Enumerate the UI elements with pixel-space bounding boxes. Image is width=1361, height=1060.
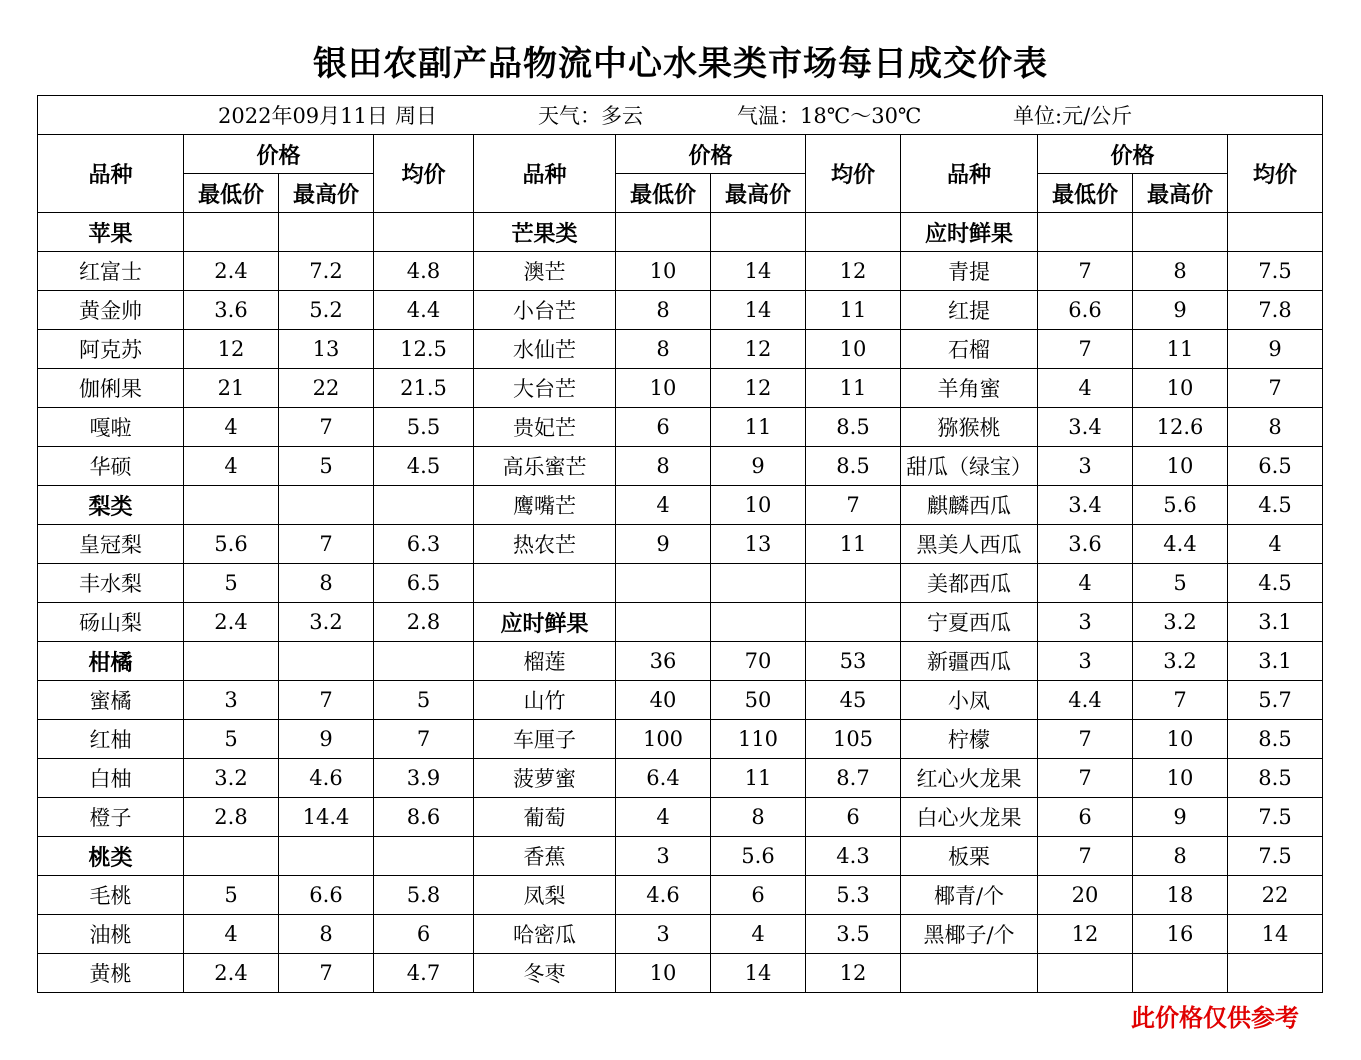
min-price-cell: 5 xyxy=(184,876,279,915)
min-price-cell xyxy=(184,642,279,681)
min-price-cell: 100 xyxy=(616,720,711,759)
max-price-cell: 9 xyxy=(1133,291,1228,330)
min-price-cell: 4.4 xyxy=(1038,681,1133,720)
max-price-cell: 5.6 xyxy=(711,837,806,876)
max-price-cell: 12 xyxy=(711,330,806,369)
weather-text: 天气：多云 xyxy=(538,104,643,128)
min-price-cell: 3 xyxy=(616,915,711,954)
avg-price-cell: 14 xyxy=(1228,915,1323,954)
avg-price-cell: 4.3 xyxy=(806,837,901,876)
variety-cell: 芒果类 xyxy=(474,213,616,252)
variety-cell: 哈密瓜 xyxy=(474,915,616,954)
table-row xyxy=(38,291,1323,330)
max-price-cell: 7 xyxy=(1133,681,1228,720)
table-row xyxy=(38,759,1323,798)
max-price-cell: 4.6 xyxy=(279,759,374,798)
table-row xyxy=(38,915,1323,954)
avg-price-cell: 8.5 xyxy=(806,447,901,486)
max-price-cell: 3.2 xyxy=(279,603,374,642)
avg-price-cell: 5.3 xyxy=(806,876,901,915)
min-price-cell xyxy=(616,564,711,603)
header-price-3: 价格 xyxy=(1038,135,1228,174)
variety-cell: 羊角蜜 xyxy=(901,369,1038,408)
max-price-cell: 4 xyxy=(711,915,806,954)
temperature-text: 气温：18℃～30℃ xyxy=(737,104,922,128)
min-price-cell: 2.8 xyxy=(184,798,279,837)
min-price-cell: 7 xyxy=(1038,720,1133,759)
header-avg-3: 均价 xyxy=(1228,135,1323,213)
avg-price-cell: 8.6 xyxy=(374,798,474,837)
min-price-cell xyxy=(184,837,279,876)
max-price-cell: 7 xyxy=(279,954,374,993)
min-price-cell: 8 xyxy=(616,330,711,369)
table-row xyxy=(38,642,1323,681)
variety-cell: 石榴 xyxy=(901,330,1038,369)
min-price-cell: 6.4 xyxy=(616,759,711,798)
max-price-cell xyxy=(711,564,806,603)
min-price-cell: 8 xyxy=(616,291,711,330)
avg-price-cell: 12 xyxy=(806,954,901,993)
min-price-cell: 5 xyxy=(184,720,279,759)
avg-price-cell: 12 xyxy=(806,252,901,291)
avg-price-cell: 7.5 xyxy=(1228,837,1323,876)
avg-price-cell xyxy=(806,564,901,603)
max-price-cell xyxy=(711,603,806,642)
max-price-cell: 8 xyxy=(1133,837,1228,876)
min-price-cell: 7 xyxy=(1038,759,1133,798)
max-price-cell xyxy=(711,213,806,252)
avg-price-cell: 4.8 xyxy=(374,252,474,291)
max-price-cell: 8 xyxy=(279,564,374,603)
table-row xyxy=(38,369,1323,408)
max-price-cell: 6 xyxy=(711,876,806,915)
min-price-cell: 12 xyxy=(1038,915,1133,954)
variety-cell xyxy=(901,954,1038,993)
max-price-cell: 9 xyxy=(711,447,806,486)
avg-price-cell: 4.5 xyxy=(374,447,474,486)
max-price-cell: 14 xyxy=(711,291,806,330)
header-max-3: 最高价 xyxy=(1133,174,1228,213)
min-price-cell: 4 xyxy=(184,408,279,447)
header-min-1: 最低价 xyxy=(184,174,279,213)
variety-cell: 榴莲 xyxy=(474,642,616,681)
max-price-cell xyxy=(279,486,374,525)
variety-cell: 白柚 xyxy=(38,759,184,798)
table-row xyxy=(38,252,1323,291)
avg-price-cell xyxy=(374,486,474,525)
variety-cell: 丰水梨 xyxy=(38,564,184,603)
max-price-cell: 18 xyxy=(1133,876,1228,915)
min-price-cell xyxy=(184,486,279,525)
avg-price-cell: 12.5 xyxy=(374,330,474,369)
avg-price-cell: 9 xyxy=(1228,330,1323,369)
variety-cell: 山竹 xyxy=(474,681,616,720)
page-title: 银田农副产品物流中心水果类市场每日成交价表 xyxy=(313,44,1048,84)
variety-cell: 桃类 xyxy=(38,837,184,876)
variety-cell: 应时鲜果 xyxy=(474,603,616,642)
variety-cell: 美都西瓜 xyxy=(901,564,1038,603)
variety-cell: 高乐蜜芒 xyxy=(474,447,616,486)
max-price-cell: 5 xyxy=(279,447,374,486)
avg-price-cell: 3.9 xyxy=(374,759,474,798)
avg-price-cell: 7 xyxy=(374,720,474,759)
avg-price-cell: 10 xyxy=(806,330,901,369)
variety-cell: 贵妃芒 xyxy=(474,408,616,447)
min-price-cell: 2.4 xyxy=(184,252,279,291)
avg-price-cell: 7.5 xyxy=(1228,798,1323,837)
header-max-1: 最高价 xyxy=(279,174,374,213)
min-price-cell: 4.6 xyxy=(616,876,711,915)
variety-cell: 大台芒 xyxy=(474,369,616,408)
variety-cell: 凤梨 xyxy=(474,876,616,915)
header-row-1 xyxy=(38,135,1323,174)
variety-cell: 皇冠梨 xyxy=(38,525,184,564)
avg-price-cell: 6.5 xyxy=(374,564,474,603)
min-price-cell: 4 xyxy=(1038,369,1133,408)
min-price-cell: 4 xyxy=(184,915,279,954)
min-price-cell: 6.6 xyxy=(1038,291,1133,330)
variety-cell: 宁夏西瓜 xyxy=(901,603,1038,642)
avg-price-cell: 6 xyxy=(806,798,901,837)
max-price-cell: 4.4 xyxy=(1133,525,1228,564)
avg-price-cell: 8.5 xyxy=(1228,720,1323,759)
max-price-cell xyxy=(1133,213,1228,252)
max-price-cell: 22 xyxy=(279,369,374,408)
min-price-cell xyxy=(184,213,279,252)
variety-cell: 黄桃 xyxy=(38,954,184,993)
max-price-cell: 7 xyxy=(279,408,374,447)
unit-text: 单位:元/公斤 xyxy=(1013,104,1133,128)
header-max-2: 最高价 xyxy=(711,174,806,213)
max-price-cell: 9 xyxy=(279,720,374,759)
avg-price-cell: 2.8 xyxy=(374,603,474,642)
header-price-2: 价格 xyxy=(616,135,806,174)
variety-cell: 梨类 xyxy=(38,486,184,525)
avg-price-cell: 5.8 xyxy=(374,876,474,915)
avg-price-cell: 45 xyxy=(806,681,901,720)
max-price-cell: 14.4 xyxy=(279,798,374,837)
variety-cell: 澳芒 xyxy=(474,252,616,291)
variety-cell: 甜瓜（绿宝） xyxy=(901,447,1038,486)
header-variety-1: 品种 xyxy=(38,135,184,213)
table-row xyxy=(38,486,1323,525)
variety-cell: 柠檬 xyxy=(901,720,1038,759)
min-price-cell: 7 xyxy=(1038,252,1133,291)
avg-price-cell: 6.5 xyxy=(1228,447,1323,486)
min-price-cell: 3.2 xyxy=(184,759,279,798)
variety-cell: 红富士 xyxy=(38,252,184,291)
avg-price-cell: 11 xyxy=(806,525,901,564)
variety-cell: 车厘子 xyxy=(474,720,616,759)
min-price-cell: 9 xyxy=(616,525,711,564)
avg-price-cell: 53 xyxy=(806,642,901,681)
min-price-cell xyxy=(1038,213,1133,252)
variety-cell: 苹果 xyxy=(38,213,184,252)
avg-price-cell: 4.5 xyxy=(1228,564,1323,603)
variety-cell: 油桃 xyxy=(38,915,184,954)
min-price-cell: 3 xyxy=(1038,447,1133,486)
min-price-cell: 5.6 xyxy=(184,525,279,564)
variety-cell: 椰青/个 xyxy=(901,876,1038,915)
variety-cell: 香蕉 xyxy=(474,837,616,876)
min-price-cell: 10 xyxy=(616,369,711,408)
min-price-cell: 40 xyxy=(616,681,711,720)
variety-cell: 白心火龙果 xyxy=(901,798,1038,837)
avg-price-cell: 5.5 xyxy=(374,408,474,447)
table-row xyxy=(38,564,1323,603)
max-price-cell: 110 xyxy=(711,720,806,759)
max-price-cell: 10 xyxy=(1133,369,1228,408)
max-price-cell: 10 xyxy=(1133,759,1228,798)
variety-cell: 阿克苏 xyxy=(38,330,184,369)
variety-cell: 麒麟西瓜 xyxy=(901,486,1038,525)
avg-price-cell xyxy=(806,213,901,252)
variety-cell: 毛桃 xyxy=(38,876,184,915)
table-row xyxy=(38,447,1323,486)
variety-cell: 红柚 xyxy=(38,720,184,759)
min-price-cell: 8 xyxy=(616,447,711,486)
max-price-cell: 7 xyxy=(279,681,374,720)
min-price-cell: 7 xyxy=(1038,330,1133,369)
variety-cell: 热农芒 xyxy=(474,525,616,564)
variety-cell: 菠萝蜜 xyxy=(474,759,616,798)
max-price-cell xyxy=(1133,954,1228,993)
variety-cell: 橙子 xyxy=(38,798,184,837)
max-price-cell: 70 xyxy=(711,642,806,681)
max-price-cell: 8 xyxy=(711,798,806,837)
max-price-cell: 10 xyxy=(711,486,806,525)
avg-price-cell: 7.8 xyxy=(1228,291,1323,330)
max-price-cell: 5.6 xyxy=(1133,486,1228,525)
avg-price-cell: 7 xyxy=(806,486,901,525)
max-price-cell: 7 xyxy=(279,525,374,564)
table-row xyxy=(38,330,1323,369)
min-price-cell: 3 xyxy=(1038,642,1133,681)
variety-cell: 冬枣 xyxy=(474,954,616,993)
max-price-cell: 10 xyxy=(1133,720,1228,759)
avg-price-cell xyxy=(374,213,474,252)
header-variety-3: 品种 xyxy=(901,135,1038,213)
avg-price-cell xyxy=(806,603,901,642)
variety-cell: 鹰嘴芒 xyxy=(474,486,616,525)
max-price-cell: 16 xyxy=(1133,915,1228,954)
variety-cell: 黑美人西瓜 xyxy=(901,525,1038,564)
avg-price-cell: 7.5 xyxy=(1228,252,1323,291)
variety-cell: 黑椰子/个 xyxy=(901,915,1038,954)
variety-cell: 板栗 xyxy=(901,837,1038,876)
table-row xyxy=(38,408,1323,447)
max-price-cell: 14 xyxy=(711,252,806,291)
table-row xyxy=(38,837,1323,876)
min-price-cell: 3 xyxy=(184,681,279,720)
table-row xyxy=(38,720,1323,759)
avg-price-cell: 5.7 xyxy=(1228,681,1323,720)
reference-note: 此价格仅供参考 xyxy=(1131,1003,1299,1032)
avg-price-cell: 3.1 xyxy=(1228,642,1323,681)
max-price-cell: 13 xyxy=(711,525,806,564)
max-price-cell: 6.6 xyxy=(279,876,374,915)
min-price-cell: 3.4 xyxy=(1038,408,1133,447)
min-price-cell xyxy=(616,213,711,252)
max-price-cell: 9 xyxy=(1133,798,1228,837)
variety-cell: 柑橘 xyxy=(38,642,184,681)
table-row xyxy=(38,213,1323,252)
max-price-cell: 8 xyxy=(279,915,374,954)
variety-cell: 黄金帅 xyxy=(38,291,184,330)
header-row-2 xyxy=(38,174,1323,213)
min-price-cell: 7 xyxy=(1038,837,1133,876)
min-price-cell: 2.4 xyxy=(184,954,279,993)
date-text: 2022年09月11日 xyxy=(218,104,388,128)
table-row xyxy=(38,876,1323,915)
variety-cell: 葡萄 xyxy=(474,798,616,837)
header-price-1: 价格 xyxy=(184,135,374,174)
avg-price-cell: 22 xyxy=(1228,876,1323,915)
max-price-cell: 3.2 xyxy=(1133,642,1228,681)
min-price-cell: 10 xyxy=(616,252,711,291)
min-price-cell: 6 xyxy=(1038,798,1133,837)
table-row xyxy=(38,603,1323,642)
min-price-cell: 12 xyxy=(184,330,279,369)
max-price-cell: 5.2 xyxy=(279,291,374,330)
variety-cell: 嘎啦 xyxy=(38,408,184,447)
variety-cell: 砀山梨 xyxy=(38,603,184,642)
max-price-cell: 13 xyxy=(279,330,374,369)
avg-price-cell: 11 xyxy=(806,291,901,330)
header-min-3: 最低价 xyxy=(1038,174,1133,213)
variety-cell: 青提 xyxy=(901,252,1038,291)
max-price-cell: 11 xyxy=(711,759,806,798)
max-price-cell xyxy=(279,837,374,876)
min-price-cell: 5 xyxy=(184,564,279,603)
max-price-cell: 3.2 xyxy=(1133,603,1228,642)
header-min-2: 最低价 xyxy=(616,174,711,213)
price-table xyxy=(37,95,1323,993)
avg-price-cell: 4.7 xyxy=(374,954,474,993)
max-price-cell: 10 xyxy=(1133,447,1228,486)
max-price-cell: 11 xyxy=(1133,330,1228,369)
max-price-cell: 14 xyxy=(711,954,806,993)
avg-price-cell: 8.5 xyxy=(1228,759,1323,798)
variety-cell: 猕猴桃 xyxy=(901,408,1038,447)
max-price-cell: 50 xyxy=(711,681,806,720)
avg-price-cell: 8 xyxy=(1228,408,1323,447)
avg-price-cell xyxy=(1228,954,1323,993)
min-price-cell: 3 xyxy=(616,837,711,876)
variety-cell: 红提 xyxy=(901,291,1038,330)
min-price-cell: 20 xyxy=(1038,876,1133,915)
avg-price-cell xyxy=(374,642,474,681)
table-row xyxy=(38,954,1323,993)
avg-price-cell xyxy=(374,837,474,876)
header-variety-2: 品种 xyxy=(474,135,616,213)
min-price-cell: 4 xyxy=(616,798,711,837)
table-row xyxy=(38,798,1323,837)
min-price-cell xyxy=(1038,954,1133,993)
table-row xyxy=(38,525,1323,564)
min-price-cell: 3 xyxy=(1038,603,1133,642)
variety-cell: 小台芒 xyxy=(474,291,616,330)
avg-price-cell: 4.5 xyxy=(1228,486,1323,525)
avg-price-cell: 3.1 xyxy=(1228,603,1323,642)
variety-cell: 红心火龙果 xyxy=(901,759,1038,798)
info-row xyxy=(38,96,1323,135)
variety-cell: 水仙芒 xyxy=(474,330,616,369)
max-price-cell: 8 xyxy=(1133,252,1228,291)
avg-price-cell: 6 xyxy=(374,915,474,954)
min-price-cell: 21 xyxy=(184,369,279,408)
avg-price-cell: 4.4 xyxy=(374,291,474,330)
max-price-cell: 11 xyxy=(711,408,806,447)
min-price-cell: 36 xyxy=(616,642,711,681)
max-price-cell: 7.2 xyxy=(279,252,374,291)
header-avg-2: 均价 xyxy=(806,135,901,213)
variety-cell: 伽俐果 xyxy=(38,369,184,408)
min-price-cell: 4 xyxy=(184,447,279,486)
min-price-cell: 3.6 xyxy=(1038,525,1133,564)
avg-price-cell: 105 xyxy=(806,720,901,759)
header-avg-1: 均价 xyxy=(374,135,474,213)
avg-price-cell: 8.7 xyxy=(806,759,901,798)
avg-price-cell: 7 xyxy=(1228,369,1323,408)
min-price-cell: 6 xyxy=(616,408,711,447)
variety-cell xyxy=(474,564,616,603)
avg-price-cell: 11 xyxy=(806,369,901,408)
avg-price-cell: 4 xyxy=(1228,525,1323,564)
avg-price-cell: 3.5 xyxy=(806,915,901,954)
variety-cell: 小凤 xyxy=(901,681,1038,720)
table-row xyxy=(38,681,1323,720)
min-price-cell: 4 xyxy=(616,486,711,525)
min-price-cell: 10 xyxy=(616,954,711,993)
min-price-cell: 3.4 xyxy=(1038,486,1133,525)
max-price-cell: 12.6 xyxy=(1133,408,1228,447)
avg-price-cell: 8.5 xyxy=(806,408,901,447)
variety-cell: 蜜橘 xyxy=(38,681,184,720)
max-price-cell: 12 xyxy=(711,369,806,408)
min-price-cell: 4 xyxy=(1038,564,1133,603)
max-price-cell xyxy=(279,213,374,252)
variety-cell: 新疆西瓜 xyxy=(901,642,1038,681)
avg-price-cell xyxy=(1228,213,1323,252)
min-price-cell: 2.4 xyxy=(184,603,279,642)
avg-price-cell: 5 xyxy=(374,681,474,720)
min-price-cell: 3.6 xyxy=(184,291,279,330)
max-price-cell xyxy=(279,642,374,681)
variety-cell: 应时鲜果 xyxy=(901,213,1038,252)
avg-price-cell: 6.3 xyxy=(374,525,474,564)
weekday-text: 周日 xyxy=(395,104,437,128)
min-price-cell xyxy=(616,603,711,642)
variety-cell: 华硕 xyxy=(38,447,184,486)
avg-price-cell: 21.5 xyxy=(374,369,474,408)
max-price-cell: 5 xyxy=(1133,564,1228,603)
